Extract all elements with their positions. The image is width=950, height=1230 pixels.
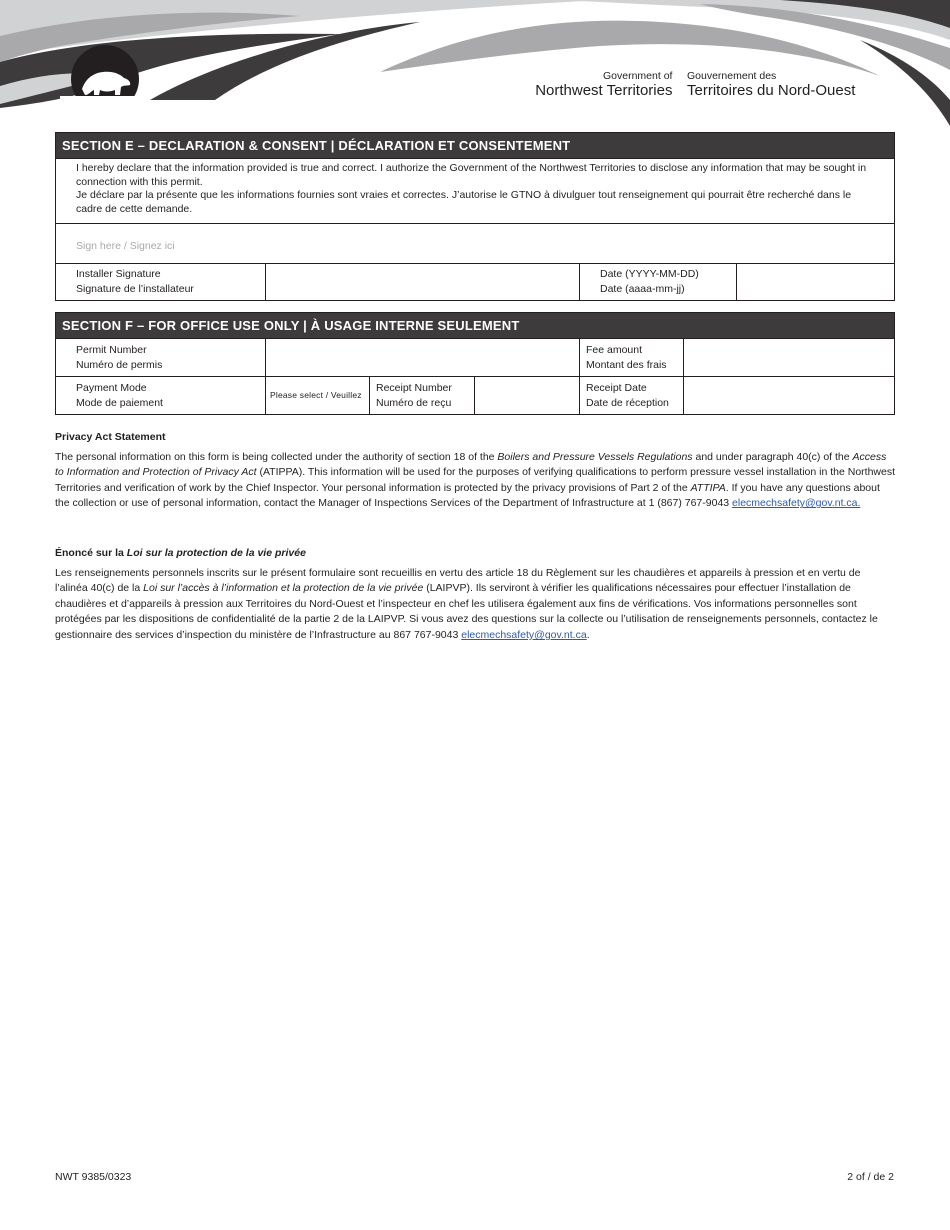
receipt-date-fr: Date de réception: [586, 396, 669, 409]
privacy-en-italic-1: Boilers and Pressure Vessels Regulations: [497, 450, 693, 463]
date-fr: Date (aaaa-mm-jj): [600, 283, 685, 295]
privacy-statement-en: [55, 430, 895, 512]
date-input[interactable]: [737, 264, 895, 301]
declaration-text: [56, 159, 895, 224]
privacy-heading-fr: [55, 546, 895, 562]
section-f-title: SECTION F – FOR OFFICE USE ONLY | À USAGE INTERNE SEULEMENT: [56, 313, 895, 339]
privacy-en-italic-2: Access to Information and Protection of Privacy Act: [55, 450, 887, 479]
section-e-title: SECTION E – DECLARATION & CONSENT | DÉCLARATION ET CONSENTEMENT: [56, 133, 895, 159]
privacy-statement-fr: [55, 546, 895, 644]
gov-fr-big: Territoires du Nord-Ouest: [687, 82, 856, 99]
permit-number-en: Permit Number: [76, 343, 147, 356]
installer-signature-fr: Signature de l’installateur: [76, 283, 194, 295]
privacy-en-text-1: The personal information on this form is being collected under the authority of section 18 of the: [55, 450, 498, 463]
permit-number-fr: Numéro de permis: [76, 358, 163, 371]
privacy-en-italic-3: ATTIPA: [690, 481, 726, 494]
fee-amount-input[interactable]: [684, 339, 895, 377]
date-en: Date (YYYY-MM-DD): [600, 268, 699, 280]
email-link-fr[interactable]: elecmechsafety@gov.nt.ca: [461, 628, 587, 641]
privacy-en-text-3: (ATIPPA). This information will be used for the purposes of verifying qualifications to perform pressure vessel installation in the Northwest Territories and verification of work by the Chief Inspector. Your personal information is protected by the privacy provisions of Part 2 of the: [55, 466, 896, 494]
installer-signature-input[interactable]: [266, 264, 580, 301]
receipt-date-en: Receipt Date: [586, 381, 647, 394]
payment-mode-select[interactable]: Please select / Veuillez: [266, 377, 370, 415]
fee-amount-fr: Montant des frais: [586, 358, 667, 371]
gov-en-big: Northwest Territories: [535, 82, 673, 99]
installer-signature-en: Installer Signature: [76, 268, 161, 280]
permit-number-input[interactable]: [266, 339, 580, 377]
privacy-heading-fr-pre: Énoncé sur la: [55, 547, 127, 559]
sign-here-placeholder: Sign here / Signez ici: [76, 240, 175, 252]
form-number: NWT 9385/0323: [55, 1171, 132, 1183]
receipt-number-label: [370, 377, 475, 415]
privacy-fr-italic-1: Loi sur l’accès à l’information et la protection de la vie privée: [143, 582, 424, 595]
payment-mode-en: Payment Mode: [76, 381, 147, 394]
privacy-en-text-2: and under paragraph 40(c) of the: [692, 450, 853, 463]
installer-signature-label: [56, 264, 266, 301]
section-e-table: [55, 132, 895, 301]
receipt-number-fr: Numéro de reçu: [376, 396, 452, 409]
gov-en-small: Government of: [603, 70, 673, 82]
declaration-fr: Je déclare par la présente que les informations fournies sont vraies et correctes. J’autorise le GTNO à divulguer tout renseignement qui pourrait être recherché dans le cadre de cette demande.: [76, 189, 852, 215]
signature-field[interactable]: [56, 224, 895, 264]
payment-mode-fr: Mode de paiement: [76, 396, 163, 409]
receipt-number-input[interactable]: [475, 377, 580, 415]
privacy-body-fr: [55, 566, 895, 644]
permit-number-label: [56, 339, 266, 377]
section-f-table: [55, 312, 895, 415]
declaration-en: I hereby declare that the information provided is true and correct. I authorize the Government of the Northwest Territories to disclose any information that may be sought in connection with this permit.: [76, 162, 867, 188]
privacy-fr-end: .: [586, 628, 590, 641]
payment-mode-label: [56, 377, 266, 415]
privacy-heading-en: Privacy Act Statement: [55, 431, 166, 443]
privacy-fr-text-2: (LAIPVP). Ils serviront à vérifier les qualifications nécessaires pour effectuer l’installation de chaudières et d’appareils à pression aux Territoires du Nord-Ouest et l’inspecteur en chef les utilisera également aux fins de vérifications. Vos informations personnelles sont protégées par les dispositions de confidentialité de la partie 2 de la LAIPVP. Si vous avez des questions sur la collecte ou l’utilisation de renseignements personnels, contactez le gestionnaire des services d’inspection du ministère de l’Infrastructure au 867 767-9043: [55, 582, 878, 641]
gov-fr-small: Gouvernement des: [687, 70, 777, 82]
receipt-number-en: Receipt Number: [376, 381, 452, 394]
email-link-en[interactable]: elecmechsafety@gov.nt.ca.: [732, 497, 861, 510]
privacy-fr-text-1: Les renseignements personnels inscrits sur le présent formulaire sont recueillis en vertu des article 18 du Règlement sur les chaudières et appareils à pression et en vertu de l’alinéa 40(c) de la: [55, 566, 861, 595]
fee-amount-label: [580, 339, 684, 377]
date-label: [580, 264, 737, 301]
receipt-date-label: [580, 377, 684, 415]
privacy-heading-fr-italic: Loi sur la protection de la vie privée: [126, 547, 306, 559]
privacy-body-en: [55, 450, 895, 512]
page-number: 2 of / de 2: [847, 1171, 894, 1183]
fee-amount-en: Fee amount: [586, 343, 643, 356]
receipt-date-input[interactable]: [684, 377, 895, 415]
header-banner: [0, 0, 950, 130]
gov-name-french: [687, 70, 855, 99]
privacy-en-text-4: . If you have any questions about the collection or use of personal information, contact the Manager of Inspections Services of the Department of Infrastructure at 1 (867) 767-9043: [55, 481, 880, 510]
gov-name-english: [524, 70, 672, 99]
